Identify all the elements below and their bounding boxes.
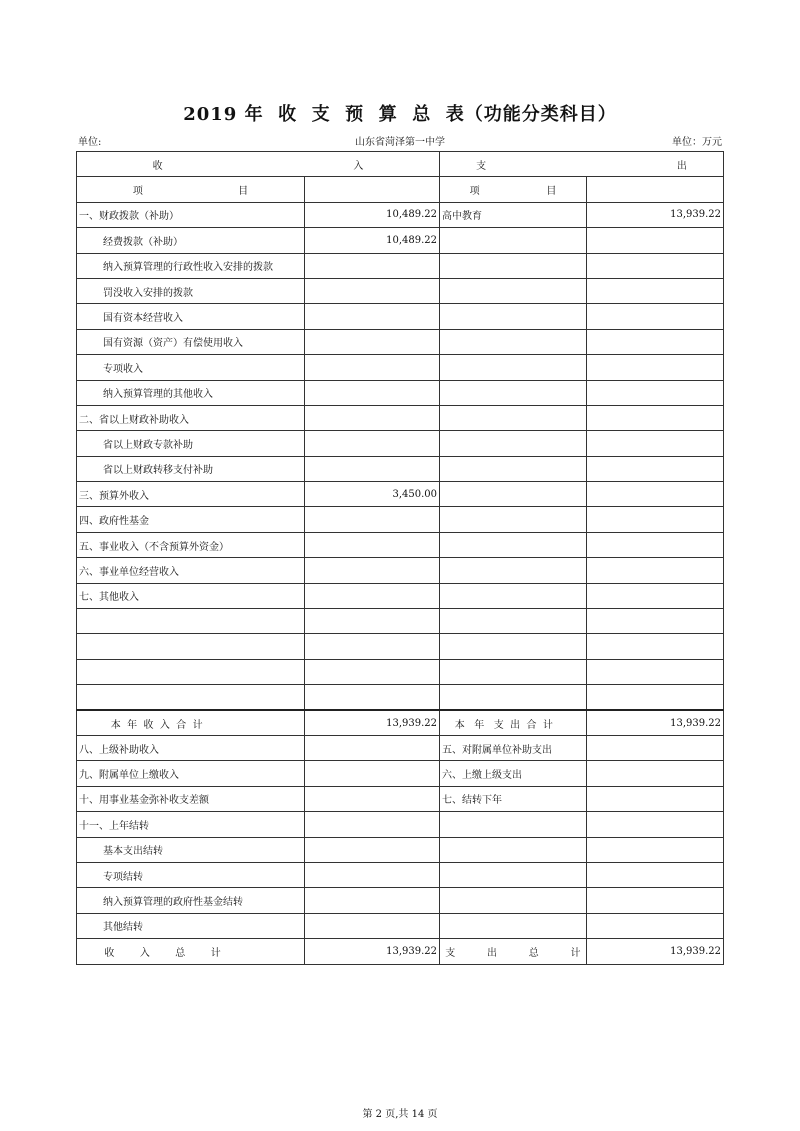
- table-row: [77, 888, 724, 913]
- table-row: [77, 761, 724, 786]
- expense-amount-cell: [587, 532, 724, 557]
- income-label-cell: 四、政府性基金: [77, 507, 305, 532]
- table-row: [77, 685, 724, 710]
- expense-amount-cell: [587, 634, 724, 659]
- expense-amount-cell: [587, 812, 724, 837]
- income-label-cell: [77, 634, 305, 659]
- income-amount-cell: 10,489.22: [305, 228, 440, 253]
- table-row: [77, 786, 724, 811]
- income-label-cell: 其他结转: [77, 913, 305, 938]
- income-label-cell: 本 年 收 入 合 计: [77, 710, 305, 735]
- expense-amount-cell: [587, 355, 724, 380]
- expense-amount-cell: [587, 278, 724, 303]
- header-row-sub: [77, 177, 724, 202]
- summary-row: [77, 939, 724, 964]
- table-row: [77, 634, 724, 659]
- income-item-header: 项 目: [77, 177, 305, 202]
- income-label-cell: 纳入预算管理的行政性收入安排的拨款: [77, 253, 305, 278]
- income-amount-cell: 3,450.00: [305, 482, 440, 507]
- income-label-cell: 三、预算外收入: [77, 482, 305, 507]
- income-label-cell: 纳入预算管理的政府性基金结转: [77, 888, 305, 913]
- income-label-cell: 基本支出结转: [77, 837, 305, 862]
- table-row: [77, 405, 724, 430]
- income-label-cell: [77, 609, 305, 634]
- table-row: [77, 913, 724, 938]
- table-row: [77, 659, 724, 684]
- income-label-cell: [77, 659, 305, 684]
- table-row: [77, 837, 724, 862]
- income-amount-cell: [305, 786, 440, 811]
- table-row: [77, 862, 724, 887]
- income-amount-cell: 13,939.22: [305, 939, 440, 964]
- expense-amount-cell: [587, 786, 724, 811]
- expense-amount-cell: [587, 761, 724, 786]
- income-label-cell: 二、省以上财政补助收入: [77, 405, 305, 430]
- expense-label-cell: [440, 583, 587, 608]
- table-row: [77, 329, 724, 354]
- expense-label-cell: [440, 278, 587, 303]
- expense-label-cell: [440, 482, 587, 507]
- expense-label-cell: [440, 685, 587, 710]
- table-row: [77, 558, 724, 583]
- table-row: [77, 202, 724, 227]
- expense-label-cell: [440, 634, 587, 659]
- income-amount-cell: [305, 888, 440, 913]
- income-label-cell: 省以上财政转移支付补助: [77, 456, 305, 481]
- table-row: [77, 532, 724, 557]
- expense-label-cell: [440, 456, 587, 481]
- table-row: [77, 431, 724, 456]
- expense-amount-cell: [587, 862, 724, 887]
- expense-amount-cell: [587, 507, 724, 532]
- table-row: [77, 278, 724, 303]
- income-amount-cell: [305, 253, 440, 278]
- income-amount-cell: [305, 659, 440, 684]
- income-amount-cell: [305, 583, 440, 608]
- income-label-cell: 罚没收入安排的拨款: [77, 278, 305, 303]
- income-label-cell: 七、其他收入: [77, 583, 305, 608]
- expense-amount-cell: [587, 609, 724, 634]
- income-amount-cell: [305, 558, 440, 583]
- income-amount-cell: [305, 837, 440, 862]
- table-row: [77, 583, 724, 608]
- table-row: [77, 482, 724, 507]
- expense-label-cell: [440, 380, 587, 405]
- expense-label-cell: [440, 228, 587, 253]
- table-row: [77, 812, 724, 837]
- expense-amount-cell: [587, 888, 724, 913]
- expense-label-cell: [440, 659, 587, 684]
- expense-amount-cell: [587, 659, 724, 684]
- expense-amount-cell: 13,939.22: [587, 202, 724, 227]
- income-amount-cell: [305, 634, 440, 659]
- summary-row: [77, 710, 724, 735]
- expense-amount-cell: [587, 405, 724, 430]
- expense-label-cell: 本 年 支 出 合 计: [440, 710, 587, 735]
- expense-amount-cell: 13,939.22: [587, 710, 724, 735]
- expense-amount-cell: [587, 329, 724, 354]
- expense-label-cell: [440, 812, 587, 837]
- income-amount-cell: 10,489.22: [305, 202, 440, 227]
- expense-amount-cell: [587, 253, 724, 278]
- expense-label-cell: [440, 355, 587, 380]
- income-label-cell: 十一、上年结转: [77, 812, 305, 837]
- table-row: [77, 253, 724, 278]
- expense-amount-cell: [587, 583, 724, 608]
- income-header: 收 入: [77, 152, 440, 177]
- income-amount-cell: [305, 329, 440, 354]
- income-amount-cell: [305, 812, 440, 837]
- expense-amount-cell: [587, 558, 724, 583]
- expense-label-cell: [440, 405, 587, 430]
- income-amount-cell: [305, 609, 440, 634]
- table-row: [77, 735, 724, 760]
- budget-summary-table: [76, 151, 724, 965]
- income-amount-cell: [305, 862, 440, 887]
- budget-table-body: [77, 202, 724, 964]
- income-amount-cell: [305, 355, 440, 380]
- expense-amount-cell: [587, 482, 724, 507]
- expense-label-cell: [440, 304, 587, 329]
- table-row: [77, 456, 724, 481]
- income-label-cell: 九、附属单位上缴收入: [77, 761, 305, 786]
- income-amount-cell: [305, 532, 440, 557]
- expense-amount-cell: [587, 380, 724, 405]
- table-row: [77, 228, 724, 253]
- income-label-cell: 专项收入: [77, 355, 305, 380]
- expense-label-cell: [440, 329, 587, 354]
- income-amount-cell: [305, 685, 440, 710]
- header-row-main: [77, 152, 724, 177]
- income-label-cell: 国有资源（资产）有偿使用收入: [77, 329, 305, 354]
- expense-label-cell: 六、上缴上级支出: [440, 761, 587, 786]
- income-amount-cell: [305, 761, 440, 786]
- expense-amount-cell: [587, 431, 724, 456]
- expense-label-cell: 七、结转下年: [440, 786, 587, 811]
- table-row: [77, 380, 724, 405]
- unit-label-left: 单位:: [78, 137, 102, 148]
- income-label-cell: 省以上财政专款补助: [77, 431, 305, 456]
- expense-header: 支 出: [440, 152, 724, 177]
- income-label-cell: 一、财政拨款（补助）: [77, 202, 305, 227]
- expense-label-cell: [440, 913, 587, 938]
- expense-label-cell: [440, 507, 587, 532]
- expense-label-cell: [440, 837, 587, 862]
- expense-item-header: 项 目: [440, 177, 587, 202]
- expense-label-cell: 五、对附属单位补助支出: [440, 735, 587, 760]
- income-label-cell: 十、用事业基金弥补收支差额: [77, 786, 305, 811]
- expense-label-cell: [440, 862, 587, 887]
- income-label-cell: 国有资本经营收入: [77, 304, 305, 329]
- expense-amount-header: [587, 177, 724, 202]
- expense-label-cell: [440, 888, 587, 913]
- income-amount-cell: [305, 278, 440, 303]
- expense-amount-cell: [587, 685, 724, 710]
- income-label-cell: 经费拨款（补助）: [77, 228, 305, 253]
- expense-amount-cell: [587, 304, 724, 329]
- table-row: [77, 355, 724, 380]
- expense-label-cell: [440, 431, 587, 456]
- expense-label-cell: [440, 558, 587, 583]
- organization-name: 山东省菏泽第一中学: [355, 137, 445, 148]
- page-footer: 第 2 页,共 14 页: [362, 1109, 438, 1120]
- income-amount-cell: [305, 913, 440, 938]
- expense-amount-cell: [587, 228, 724, 253]
- income-amount-header: [305, 177, 440, 202]
- income-label-cell: [77, 685, 305, 710]
- income-label-cell: 八、上级补助收入: [77, 735, 305, 760]
- income-label-cell: 六、事业单位经营收入: [77, 558, 305, 583]
- page-title: 2019 年 收 支 预 算 总 表（功能分类科目）: [183, 104, 617, 125]
- income-amount-cell: [305, 431, 440, 456]
- income-amount-cell: [305, 304, 440, 329]
- income-label-cell: 收 入 总 计: [77, 939, 305, 964]
- expense-label-cell: [440, 609, 587, 634]
- income-label-cell: 专项结转: [77, 862, 305, 887]
- table-row: [77, 609, 724, 634]
- expense-amount-cell: [587, 456, 724, 481]
- income-amount-cell: [305, 380, 440, 405]
- income-amount-cell: [305, 735, 440, 760]
- table-row: [77, 507, 724, 532]
- expense-label-cell: [440, 253, 587, 278]
- expense-label-cell: 高中教育: [440, 202, 587, 227]
- unit-label-right: 单位：万元: [672, 137, 722, 148]
- income-amount-cell: [305, 507, 440, 532]
- expense-amount-cell: [587, 837, 724, 862]
- income-amount-cell: [305, 405, 440, 430]
- expense-amount-cell: 13,939.22: [587, 939, 724, 964]
- income-amount-cell: [305, 456, 440, 481]
- income-label-cell: 五、事业收入（不含预算外资金）: [77, 532, 305, 557]
- income-amount-cell: 13,939.22: [305, 710, 440, 735]
- table-row: [77, 304, 724, 329]
- expense-amount-cell: [587, 913, 724, 938]
- expense-amount-cell: [587, 735, 724, 760]
- expense-label-cell: 支 出 总 计: [440, 939, 587, 964]
- expense-label-cell: [440, 532, 587, 557]
- income-label-cell: 纳入预算管理的其他收入: [77, 380, 305, 405]
